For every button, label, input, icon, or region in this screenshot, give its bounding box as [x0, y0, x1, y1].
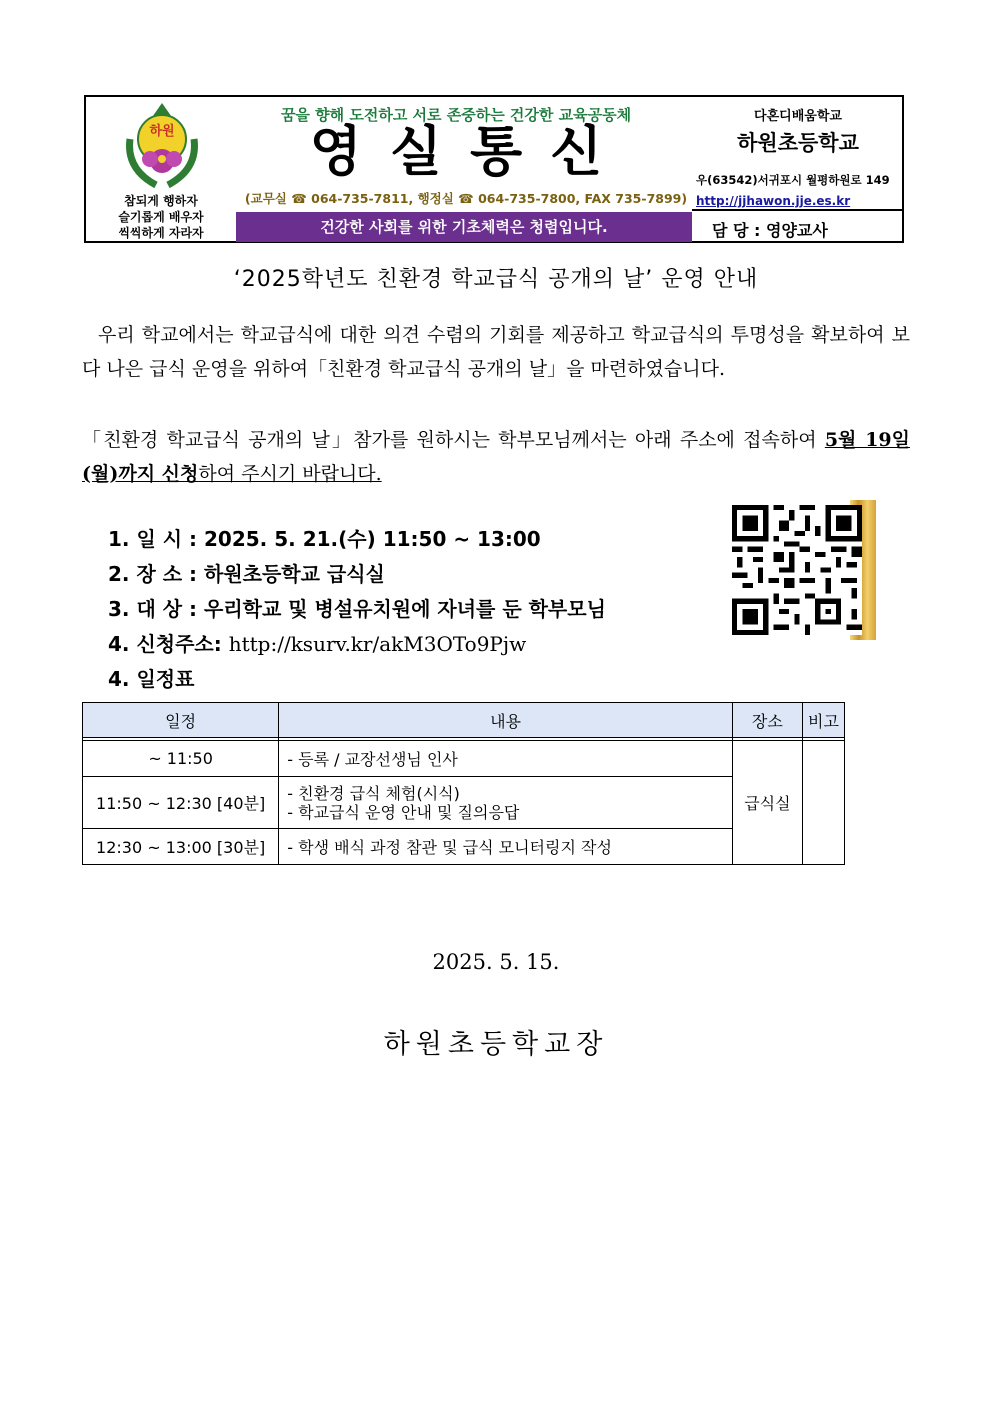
info-item-target: 3. 대 상 : 우리학교 및 병설유치원에 자녀를 둔 학부모님 — [108, 597, 606, 621]
column-header: 일정 — [83, 703, 279, 738]
deadline-bold: 5월 19일(월)까지 신청 — [82, 429, 910, 485]
table-row — [83, 777, 845, 829]
place-cell: 급식실 — [732, 741, 802, 865]
schedule-table — [82, 702, 845, 865]
issue-date: 2025. 5. 15. — [432, 950, 560, 974]
integrity-banner: 건강한 사회를 위한 기초체력은 청렴입니다. — [236, 212, 692, 242]
content-cell: - 등록 / 교장선생님 인사 — [279, 741, 733, 777]
table-row — [83, 829, 845, 865]
time-cell: ~ 11:50 — [83, 741, 279, 777]
content-cell — [279, 777, 733, 829]
info-item-datetime: 1. 일 시 : 2025. 5. 21.(수) 11:50 ~ 13:00 — [108, 527, 541, 551]
url-label: 4. 신청주소: — [108, 632, 229, 656]
divider — [692, 209, 902, 211]
school-website-link[interactable]: http://jjhawon.jje.es.kr — [696, 194, 851, 208]
school-name: 하원초등학교 — [737, 131, 859, 155]
column-header: 비고 — [802, 703, 844, 738]
application-paragraph — [82, 423, 910, 491]
school-motto: 다혼디배움학교 — [754, 109, 842, 124]
phone-numbers: (교무실 ☎ 064-735-7811, 행정실 ☎ 064-735-7800, FAX 735-7899) — [244, 191, 688, 206]
info-item-url — [108, 627, 606, 662]
time-cell: 12:30 ~ 13:00 [30분] — [83, 829, 279, 865]
signer: 하원초등학교장 — [383, 1029, 609, 1060]
contact-person: 담 당 : 영양교사 — [712, 221, 828, 240]
newsletter-header — [84, 95, 904, 243]
info-item-place: 2. 장 소 : 하원초등학교 급식실 — [108, 562, 385, 586]
motto-line: 씩씩하게 자라자 — [118, 226, 204, 240]
column-header: 장소 — [732, 703, 802, 738]
motto-line: 슬기롭게 배우자 — [118, 210, 204, 224]
document-title: ‘2025학년도 친환경 학교급식 공개의 날’ 운영 안내 — [233, 267, 759, 292]
deadline-tail: 하여 주시기 바랍니다. — [198, 463, 382, 485]
content-cell: - 학생 배식 과정 참관 및 급식 모니터링지 작성 — [279, 829, 733, 865]
motto-line: 참되게 행하자 — [124, 194, 198, 208]
info-list — [108, 522, 606, 697]
school-address: 우(63542)서귀포시 월평하원로 149 — [696, 173, 890, 187]
svg-text:하원: 하원 — [149, 124, 175, 139]
content-line: - 친환경 급식 체험(시식) — [287, 783, 460, 803]
table-row — [83, 741, 845, 777]
qr-code-icon[interactable] — [732, 505, 862, 635]
info-item-schedule: 4. 일정표 — [108, 667, 195, 691]
content-line: - 학교급식 운영 안내 및 질의응답 — [287, 802, 520, 822]
table-header-row — [83, 703, 845, 738]
slogan: 꿈을 향해 도전하고 서로 존중하는 건강한 교육공동체 — [280, 106, 632, 124]
note-cell — [802, 741, 844, 865]
column-header: 내용 — [279, 703, 733, 738]
intro-paragraph: 우리 학교에서는 학교급식에 대한 의견 수렴의 기회를 제공하고 학교급식의 투명성을 확보하여 보다 나은 급식 운영을 위하여「친환경 학교급식 공개의 날」을 마련하였습니다. — [82, 324, 910, 380]
school-mottos — [96, 193, 226, 241]
application-lead: 「친환경 학교급식 공개의 날」참가를 원하시는 학부모님께서는 아래 주소에 접속하여 — [82, 429, 825, 451]
application-url-link[interactable]: http://ksurv.kr/akM3OTo9Pjw — [228, 632, 527, 656]
newsletter-title: 영실통신 — [309, 119, 631, 183]
time-cell: 11:50 ~ 12:30 [40분] — [83, 777, 279, 829]
school-emblem-icon — [116, 99, 208, 191]
